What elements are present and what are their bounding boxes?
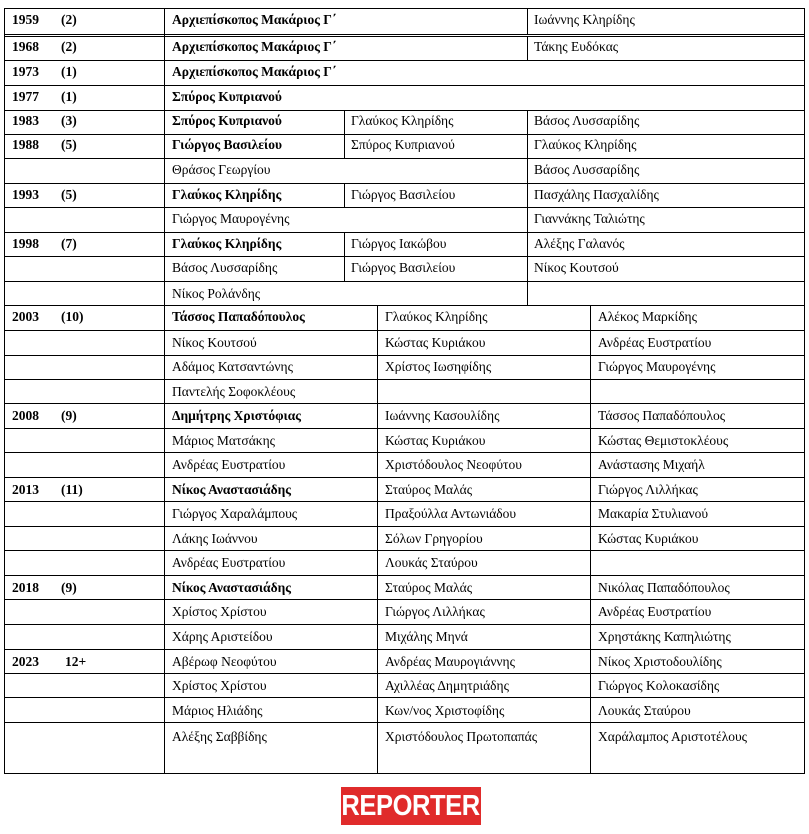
candidate-name: Αλέκος Μαρκίδης — [598, 309, 697, 324]
candidate-name: Χρηστάκης Καπηλιώτης — [598, 629, 731, 644]
year-label: 1988 — [12, 137, 39, 152]
candidate-name: Γιώργος Λιλλήκας — [598, 482, 698, 497]
candidate-name: Βάσος Λυσσαρίδης — [172, 260, 278, 275]
row-border — [4, 281, 805, 282]
candidate-name: Χρίστος Χρίστου — [172, 604, 267, 619]
candidate-name: Κων/νος Χριστοφίδης — [385, 703, 505, 718]
candidate-name: Χριστόδουλος Πρωτοπαπάς — [385, 729, 538, 744]
row-border — [4, 256, 805, 257]
candidate-name: Μακαρία Στυλιανού — [598, 506, 708, 521]
candidate-name: Γιαννάκης Ταλιώτης — [534, 211, 645, 226]
row-border — [4, 232, 805, 233]
candidate-name: Τάσσος Παπαδόπουλος — [598, 408, 726, 423]
candidate-name: Βάσος Λυσσαρίδης — [534, 113, 640, 128]
row-border — [4, 599, 805, 600]
candidate-name: Νίκος Κουτσού — [172, 335, 257, 350]
candidate-name: Παντελής Σοφοκλέους — [172, 384, 296, 399]
row-border — [4, 330, 805, 331]
year-label: 2013 — [12, 482, 39, 497]
winner-name: Νίκος Αναστασιάδης — [172, 482, 291, 497]
candidate-name: Λουκάς Σταύρου — [385, 555, 478, 570]
winner-name: Γλαύκος Κληρίδης — [172, 187, 282, 202]
column-border — [590, 305, 591, 774]
winner-name: Σπύρος Κυπριανού — [172, 89, 282, 104]
candidate-count: (7) — [61, 236, 77, 251]
candidate-count: (3) — [61, 113, 77, 128]
row-border — [4, 575, 805, 576]
candidate-name: Κώστας Θεμιστοκλέους — [598, 433, 729, 448]
row-border — [4, 403, 805, 404]
row-border — [4, 110, 805, 111]
row-border — [4, 501, 805, 502]
year-label: 1998 — [12, 236, 39, 251]
column-border — [4, 8, 5, 774]
winner-name: Γλαύκος Κληρίδης — [172, 236, 282, 251]
candidate-name: Μιχάλης Μηνά — [385, 629, 468, 644]
candidate-name: Ανδρέας Ευστρατίου — [172, 555, 286, 570]
column-border — [527, 36, 528, 61]
row-border — [4, 773, 805, 774]
winner-name: Τάσσος Παπαδόπουλος — [172, 309, 305, 324]
winner-name: Δημήτρης Χριστόφιας — [172, 408, 301, 423]
year-label: 1973 — [12, 64, 39, 79]
candidate-name: Κώστας Κυριάκου — [598, 531, 699, 546]
candidate-name: Σταύρος Μαλάς — [385, 482, 473, 497]
row-border — [4, 183, 805, 184]
candidate-name: Νικόλας Παπαδόπουλος — [598, 580, 730, 595]
reporter-logo — [341, 787, 481, 825]
candidate-name: Γλαύκος Κληρίδης — [534, 137, 637, 152]
row-border — [4, 36, 805, 37]
candidate-name: Αλέξης Γαλανός — [534, 236, 625, 251]
row-border — [4, 158, 805, 159]
candidate-name: Μάριος Ηλιάδης — [172, 703, 263, 718]
row-border — [4, 649, 805, 650]
row-border — [4, 673, 805, 674]
winner-name: Αρχιεπίσκοπος Μακάριος Γ΄ — [172, 64, 337, 79]
candidate-name: Τάκης Ευδόκας — [534, 39, 619, 54]
column-border — [527, 8, 528, 35]
candidate-name: Λάκης Ιωάννου — [172, 531, 258, 546]
candidate-name: Γιώργος Ιακώβου — [351, 236, 447, 251]
row-border — [4, 722, 805, 723]
candidate-name: Μάριος Ματσάκης — [172, 433, 275, 448]
year-label: 1993 — [12, 187, 39, 202]
column-border — [344, 232, 345, 281]
candidate-name: Νίκος Χριστοδουλίδης — [598, 654, 722, 669]
candidate-name: Ανδρέας Ευστρατίου — [598, 335, 712, 350]
winner-name: Αρχιεπίσκοπος Μακάριος Γ΄ — [172, 39, 337, 54]
row-border — [4, 34, 805, 35]
candidate-count: (2) — [61, 12, 77, 27]
candidate-count: (5) — [61, 137, 77, 152]
column-border — [804, 8, 805, 774]
reporter-logo-text: REPORTER — [341, 789, 481, 822]
year-label: 1977 — [12, 89, 39, 104]
candidate-name: Ιωάννης Κληρίδης — [534, 12, 635, 27]
candidate-name: Πραξούλλα Αντωνιάδου — [385, 506, 517, 521]
candidate-count: (2) — [61, 39, 77, 54]
column-border — [164, 8, 165, 774]
candidate-name: Νίκος Κουτσού — [534, 260, 619, 275]
candidate-name: Γιώργος Χαραλάμπους — [172, 506, 298, 521]
row-border — [4, 305, 805, 306]
year-label: 1968 — [12, 39, 39, 54]
winner-name: Αρχιεπίσκοπος Μακάριος Γ΄ — [172, 12, 337, 27]
candidate-name: Ανδρέας Ευστρατίου — [172, 457, 286, 472]
row-border — [4, 452, 805, 453]
year-label: 2023 — [12, 654, 39, 669]
candidate-name: Ανάστασης Μιχαήλ — [598, 457, 705, 472]
candidate-name: Χριστόδουλος Νεοφύτου — [385, 457, 522, 472]
row-border — [4, 355, 805, 356]
candidate-name: Ανδρέας Μαυρογιάννης — [385, 654, 515, 669]
candidate-count: (1) — [61, 89, 77, 104]
year-label: 2008 — [12, 408, 39, 423]
column-border — [344, 110, 345, 159]
candidate-name: Σπύρος Κυπριανού — [351, 137, 455, 152]
candidate-name: Γλαύκος Κληρίδης — [351, 113, 454, 128]
candidate-count: 12+ — [65, 654, 87, 669]
row-border — [4, 428, 805, 429]
row-border — [4, 379, 805, 380]
candidate-count: (5) — [61, 187, 77, 202]
candidate-count: (11) — [61, 482, 83, 497]
year-label: 2018 — [12, 580, 39, 595]
candidate-name: Αλέξης Σαββίδης — [172, 729, 267, 744]
row-border — [4, 550, 805, 551]
candidate-count: (1) — [61, 64, 77, 79]
row-border — [4, 624, 805, 625]
row-border — [4, 85, 805, 86]
candidate-name: Σταύρος Μαλάς — [385, 580, 473, 595]
candidate-name: Βάσος Λυσσαρίδης — [534, 162, 640, 177]
candidate-name: Χάρης Αριστείδου — [172, 629, 273, 644]
candidate-name: Χρίστος Ιωσηφίδης — [385, 359, 492, 374]
candidate-name: Κώστας Κυριάκου — [385, 335, 486, 350]
candidate-name: Χαράλαμπος Αριστοτέλους — [598, 729, 748, 744]
year-label: 1983 — [12, 113, 39, 128]
candidate-name: Σόλων Γρηγορίου — [385, 531, 483, 546]
candidate-name: Πασχάλης Πασχαλίδης — [534, 187, 659, 202]
candidate-name: Γλαύκος Κληρίδης — [385, 309, 488, 324]
row-border — [4, 8, 805, 9]
candidate-name: Αβέρωφ Νεοφύτου — [172, 654, 277, 669]
candidate-name: Λουκάς Σταύρου — [598, 703, 691, 718]
winner-name: Γιώργος Βασιλείου — [172, 137, 282, 152]
winner-name: Νίκος Αναστασιάδης — [172, 580, 291, 595]
candidate-count: (9) — [61, 580, 77, 595]
row-border — [4, 526, 805, 527]
year-label: 2003 — [12, 309, 39, 324]
candidate-name: Χρίστος Χρίστου — [172, 678, 267, 693]
column-border — [527, 110, 528, 306]
candidate-count: (9) — [61, 408, 77, 423]
candidate-name: Θράσος Γεωργίου — [172, 162, 271, 177]
column-border — [377, 305, 378, 774]
candidate-name: Ανδρέας Ευστρατίου — [598, 604, 712, 619]
candidate-name: Αδάμος Κατσαντώνης — [172, 359, 293, 374]
candidate-name: Γιώργος Κολοκασίδης — [598, 678, 720, 693]
candidate-name: Ιωάννης Κασουλίδης — [385, 408, 500, 423]
candidate-name: Αχιλλέας Δημητριάδης — [385, 678, 509, 693]
candidate-name: Νίκος Ρολάνδης — [172, 286, 261, 301]
column-border — [344, 183, 345, 208]
candidate-name: Γιώργος Βασιλείου — [351, 187, 456, 202]
candidate-name: Γιώργος Μαυρογένης — [172, 211, 290, 226]
candidate-name: Γιώργος Βασιλείου — [351, 260, 456, 275]
row-border — [4, 60, 805, 61]
winner-name: Σπύρος Κυπριανού — [172, 113, 282, 128]
candidate-name: Γιώργος Λιλλήκας — [385, 604, 485, 619]
row-border — [4, 207, 805, 208]
candidate-count: (10) — [61, 309, 84, 324]
row-border — [4, 477, 805, 478]
row-border — [4, 134, 805, 135]
row-border — [4, 697, 805, 698]
candidate-name: Κώστας Κυριάκου — [385, 433, 486, 448]
candidate-name: Γιώργος Μαυρογένης — [598, 359, 716, 374]
year-label: 1959 — [12, 12, 39, 27]
